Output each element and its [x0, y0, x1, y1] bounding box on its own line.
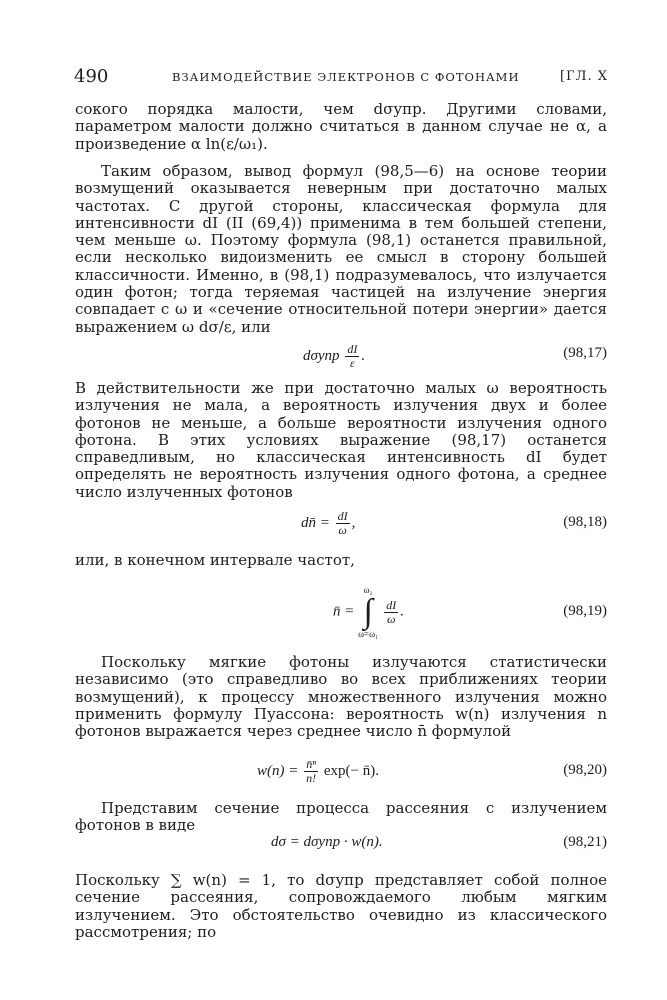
equation-98-18 [75, 500, 607, 540]
running-title: ВЗАИМОДЕЙСТВИЕ ЭЛЕКТРОНОВ С ФОТОНАМИ [172, 70, 520, 84]
eq19-tail: . [400, 603, 404, 620]
eq20-label: (98,20) [563, 762, 607, 778]
eq20-tail: exp(− n̄). [323, 762, 379, 779]
paragraph-2: Таким образом, вывод формул (98,5—6) на основе теории возмущений оказывается неверным при достаточно малых частотах. С другой стороны, классическая формула для интенсивности dI (II (69,4)) применима в тем большей степени, чем меньше ω. Поэтому формула (98,1) останется правильной, если несколько видоизменить ее смысл в сторону большей классичности. Именно, в (98,1) подразумевалось, что излучается один фотон; тогда теряемая частицей на излучение энергия совпадает с ω и «сечение относительной потери энергии» дается выражением ω dσ/ε, или [75, 162, 607, 336]
eq17-num: dI [347, 342, 358, 356]
page-number: 490 [74, 66, 109, 87]
eq19-num: dI [386, 597, 397, 612]
eq19-fraction [384, 599, 398, 626]
eq18-fraction [336, 510, 350, 537]
paragraph-3: В действительности же при достаточно малых ω вероятность излучения не мала, а вероятность излучения двух и более фотонов не меньше, а больше вероятности излучения одного фотона. В этих условиях выражение (98,17) останется справедливым, но классическая интенсивность dI будет определять не вероятность излучения одного фотона, а среднее число излученных фотонов [75, 379, 607, 501]
eq18-num: dI [337, 509, 348, 523]
eq19-upper-limit: ω₂ [363, 585, 373, 595]
eq18-lhs: dn̄ = [301, 514, 330, 531]
eq17-fraction [345, 343, 359, 370]
eq20-den: n! [306, 771, 317, 785]
paragraph-7: Поскольку ∑ w(n) = 1, то dσупр представляет собой полное сечение рассеяния, сопровождаемого любым мягким излучением. Это обстоятельство очевидно из классического рассмотрения; по [75, 871, 607, 941]
eq19-lhs: n̄ = [333, 603, 355, 620]
eq17-den: ε [349, 356, 355, 370]
equation-98-21 [75, 832, 607, 856]
equation-98-19 [75, 581, 607, 641]
eq21-expression: dσ = dσупр · w(n). [271, 834, 383, 850]
paragraph-1: сокого порядка малости, чем dσупр. Другими словами, параметром малости должно считаться в данном случае не α, а произведение α ln(ε/ω₁). [75, 100, 607, 153]
paragraph-4: или, в конечном интервале частот, [75, 551, 355, 569]
eq18-den: ω [338, 523, 347, 537]
eq17-lhs: dσупр [303, 347, 340, 364]
integral-sign: ω₂ ∫ ω=ω₁ [358, 585, 379, 639]
eq20-num: n̄ⁿ [304, 758, 318, 772]
eq18-tail: , [351, 514, 356, 531]
eq18-label: (98,18) [563, 514, 607, 530]
equation-98-20 [75, 750, 607, 790]
eq17-tail: . [361, 347, 366, 364]
eq19-den: ω [386, 611, 396, 626]
equation-98-17 [75, 333, 607, 373]
eq20-lhs: w(n) = [257, 762, 299, 779]
eq21-label: (98,21) [563, 834, 607, 850]
eq20-fraction [304, 758, 318, 785]
page-header [74, 66, 608, 90]
paragraph-6: Представим сечение процесса рассеяния с излучением фотонов в виде [75, 799, 607, 835]
eq17-label: (98,17) [563, 345, 607, 361]
eq19-label: (98,19) [563, 603, 607, 619]
chapter-label: [ГЛ. X [559, 69, 608, 84]
paragraph-5: Поскольку мягкие фотоны излучаются статистически независимо (это справедливо во всех приближениях теории возмущений), к процессу множественного излучения можно применить формулу Пуассона: вероятность w(n) излучения n фотонов выражается через среднее число n̄ формулой [75, 653, 607, 741]
eq19-lower-limit: ω=ω₁ [358, 629, 379, 639]
